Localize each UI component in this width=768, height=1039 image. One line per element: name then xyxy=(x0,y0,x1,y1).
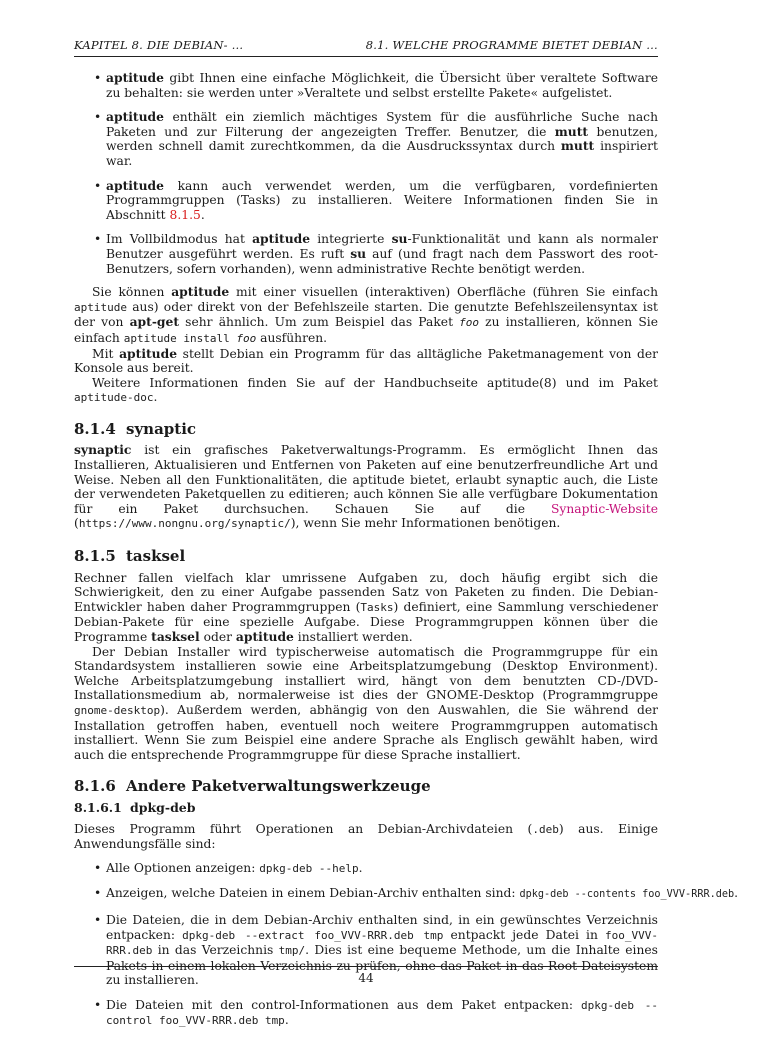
section-heading-other-tools: 8.1.6 Andere Paketverwaltungswerkzeuge xyxy=(74,777,431,796)
paragraph: Der Debian Installer wird typischerweise automatisch die Programmgruppe für ein Standardsystem installieren sowie eine Arbeitsplatzumgebung (Desktop Environment). Welche Arbeitsplatzumgebung installiert wird, hängt von dem benutzten CD-/DVD-Installationsmedium ab, normalerweise ist dies der GNOME-Desktop (Programmgruppe gnome-desktop). Außerdem werden, abhängig von den Auswahlen, die Sie während der Installation getroffen haben, eventuell noch weitere Programmgruppen automatisch installiert. Wenn Sie zum Beispiel eine andere Sprache als Englisch gewählt haben, wird auch die entsprechende Programmgruppe für diese Sprache installiert. xyxy=(74,644,658,762)
paragraph: Dieses Programm führt Operationen an Debian-Archivdateien (.deb) aus. Einige Anwendungsfälle sind: xyxy=(74,821,658,852)
paragraph: synaptic ist ein grafisches Paketverwaltungs-Programm. Es ermöglicht Ihnen das Installieren, Aktualisieren und Entfernen von Paketen auf eine benutzerfreundliche Art und Weise. Neben all den Funktionalitäten, die aptitude bietet, erlaubt synaptic auch, die Liste der verwendeten Paketquellen zu editieren; auch können Sie alle verfügbare Dokumentation für ein Paket durchsuchen. Schauen Sie auf die Synaptic-Website (https://www.nongnu.org/synaptic/), wenn Sie mehr Informationen benötigen. xyxy=(74,442,658,531)
section-heading-synaptic: 8.1.4 synaptic xyxy=(74,419,197,438)
list-item: • aptitude kann auch verwendet werden, um die verfügbaren, vordefinierten Programmgruppen (Tasks) zu installieren. Weitere Informationen finden Sie in Abschnitt 8.1.5. xyxy=(74,179,658,223)
page-footer xyxy=(74,966,658,985)
paragraph: Weitere Informationen finden Sie auf der Handbuchseite aptitude(8) und im Paket aptitude-doc. xyxy=(74,375,658,405)
page xyxy=(74,38,739,1039)
section-heading-tasksel: 8.1.5 tasksel xyxy=(74,547,186,566)
list-item: • Alle Optionen anzeigen: dpkg-deb --help. xyxy=(74,861,658,877)
synaptic-website-link[interactable]: Synaptic-Website xyxy=(551,501,658,516)
subsection-heading-dpkg-deb: 8.1.6.1 dpkg-deb xyxy=(74,799,196,815)
dpkg-deb-usage-list xyxy=(74,860,739,1029)
list-item: • aptitude enthält ein ziemlich mächtiges System für die ausführliche Suche nach Paketen und zur Filterung der angezeigten Treffer. Benutzer, die mutt benutzen, werden schnell damit zurechtkommen, da die Ausdruckssyntax durch mutt inspiriert war. xyxy=(74,110,658,168)
running-header xyxy=(74,38,658,57)
list-item: • Im Vollbildmodus hat aptitude integrierte su-Funktionalität und kann als normaler Benutzer ausgeführt werden. Es ruft su auf (und fragt nach dem Passwort des root-Benutzers, sofern vorhanden), wenn administrative Rechte benötigt werden. xyxy=(74,232,658,276)
list-item: • Anzeigen, welche Dateien in einem Debian-Archiv enthalten sind: dpkg-deb --contents foo_VVV-RRR.deb. xyxy=(74,886,658,903)
list-item: • aptitude gibt Ihnen eine einfache Möglichkeit, die Übersicht über veraltete Software zu behalten: sie werden unter »Veraltete und selbst erstellte Pakete« aufgelistet. xyxy=(74,71,658,100)
aptitude-feature-list xyxy=(74,71,658,276)
paragraph: Sie können aptitude mit einer visuellen (interaktiven) Oberfläche (führen Sie einfach aptitude aus) oder direkt von der Befehlszeile starten. Die genutzte Befehlszeilensyntax ist der von apt-get sehr ähnlich. Um zum Beispiel das Paket foo zu installieren, können Sie einfach aptitude install foo ausführen. xyxy=(74,284,658,345)
list-item: • Die Dateien, die in dem Debian-Archiv enthalten sind, in ein gewünschtes Verzeichnis entpacken: dpkg-deb --extract foo_VVV-RRR.deb tmp entpackt jede Datei in foo_VVV-RRR.deb in das Verzeichnis tmp/. Dies ist eine bequeme Methode, um die Inhalte eines Pakets in einem lokalen Verzeichnis zu prüfen, ohne das Paket in das Root-Dateisystem zu installieren. xyxy=(74,913,658,988)
page-number: 44 xyxy=(358,971,374,985)
synaptic-url[interactable]: https://www.nongnu.org/synaptic/ xyxy=(78,517,291,531)
paragraph: Mit aptitude stellt Debian ein Programm für das alltägliche Paketmanagement von der Konsole aus bereit. xyxy=(74,345,659,376)
header-chapter: KAPITEL 8. DIE DEBIAN- … xyxy=(74,38,244,52)
header-section: 8.1. WELCHE PROGRAMME BIETET DEBIAN … xyxy=(365,38,658,52)
page-content xyxy=(74,70,739,1029)
paragraph: Rechner fallen vielfach klar umrissene Aufgaben zu, doch häufig ergibt sich die Schwierigkeit, den zu einer Aufgabe passenden Satz von Paketen zu finden. Die Debian-Entwickler haben daher Programmgruppen (Tasks) definiert, eine Sammlung verschiedener Debian-Pakete für eine spezielle Aufgabe. Diese Programmgruppen können über die Programme tasksel oder aptitude installiert werden. xyxy=(74,570,658,644)
list-item: • Die Dateien mit den control-Informationen aus dem Paket entpacken: dpkg-deb --control foo_VVV-RRR.deb tmp. xyxy=(74,998,658,1029)
section-reference-link[interactable]: 8.1.5 xyxy=(169,207,201,222)
